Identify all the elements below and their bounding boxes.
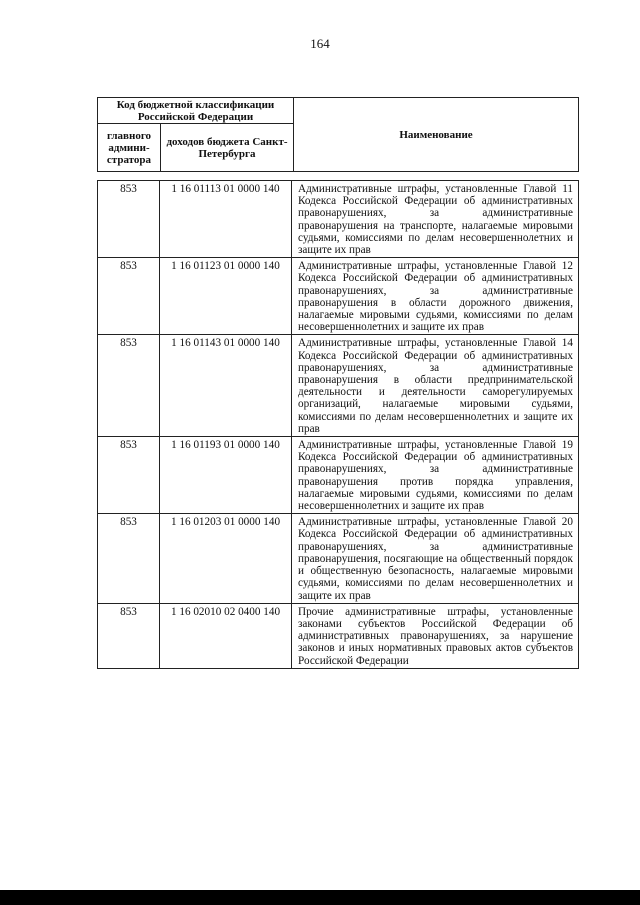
table-row bbox=[98, 181, 579, 258]
header-income: доходов бюджета Санкт-Петербурга bbox=[161, 124, 294, 172]
page-number: 164 bbox=[310, 36, 330, 51]
scan-edge bbox=[0, 890, 640, 905]
table-row bbox=[98, 603, 579, 668]
item-name: Административные штрафы, установленные Главой 11 Кодекса Российской Федерации об административных правонарушениях, за административные правонарушения на транспорте, налагаемые мировыми судьями, комиссиями по делам несовершеннолетних и защите их прав bbox=[292, 181, 579, 258]
income-code: 1 16 01113 01 0000 140 bbox=[160, 181, 292, 258]
income-code: 1 16 02010 02 0400 140 bbox=[160, 603, 292, 668]
header-name: Наименование bbox=[294, 98, 579, 172]
table-header bbox=[97, 97, 579, 172]
item-name: Прочие административные штрафы, установленные законами субъектов Российской Федерации об административных правонарушениях, за нарушение законов и иных нормативных правовых актов субъектов Российской Федерации bbox=[292, 603, 579, 668]
table-row bbox=[98, 258, 579, 335]
admin-code: 853 bbox=[98, 603, 160, 668]
data-table bbox=[97, 180, 579, 669]
item-name: Административные штрафы, установленные Главой 12 Кодекса Российской Федерации об административных правонарушениях, за административные правонарушения в области дорожного движения, налагаемые мировыми судьями, комиссиями по делам несовершеннолетних и защите их прав bbox=[292, 258, 579, 335]
table-row bbox=[98, 437, 579, 514]
income-code: 1 16 01123 01 0000 140 bbox=[160, 258, 292, 335]
admin-code: 853 bbox=[98, 258, 160, 335]
table-row bbox=[98, 335, 579, 437]
table-row bbox=[98, 514, 579, 603]
admin-code: 853 bbox=[98, 437, 160, 514]
income-code: 1 16 01193 01 0000 140 bbox=[160, 437, 292, 514]
header-admin: главного админи-стратора bbox=[98, 124, 161, 172]
income-code: 1 16 01143 01 0000 140 bbox=[160, 335, 292, 437]
income-code: 1 16 01203 01 0000 140 bbox=[160, 514, 292, 603]
item-name: Административные штрафы, установленные Главой 20 Кодекса Российской Федерации об административных правонарушениях, за административные правонарушения, посягающие на общественный порядок и общественную безопасность, налагаемые мировыми судьями, комиссиями по делам несовершеннолетних и защите их прав bbox=[292, 514, 579, 603]
admin-code: 853 bbox=[98, 335, 160, 437]
admin-code: 853 bbox=[98, 181, 160, 258]
item-name: Административные штрафы, установленные Главой 14 Кодекса Российской Федерации об административных правонарушениях, за административные правонарушения в области предпринимательской деятельности и деятельности саморегулируемых организаций, налагаемые мировыми судьями, комиссиями по делам несовершеннолетних и защите их прав bbox=[292, 335, 579, 437]
admin-code: 853 bbox=[98, 514, 160, 603]
item-name: Административные штрафы, установленные Главой 19 Кодекса Российской Федерации об административных правонарушениях, за административные правонарушения против порядка управления, налагаемые мировыми судьями, комиссиями по делам несовершеннолетних и защите их прав bbox=[292, 437, 579, 514]
header-code-group: Код бюджетной классификации Российской Федерации bbox=[98, 98, 294, 124]
